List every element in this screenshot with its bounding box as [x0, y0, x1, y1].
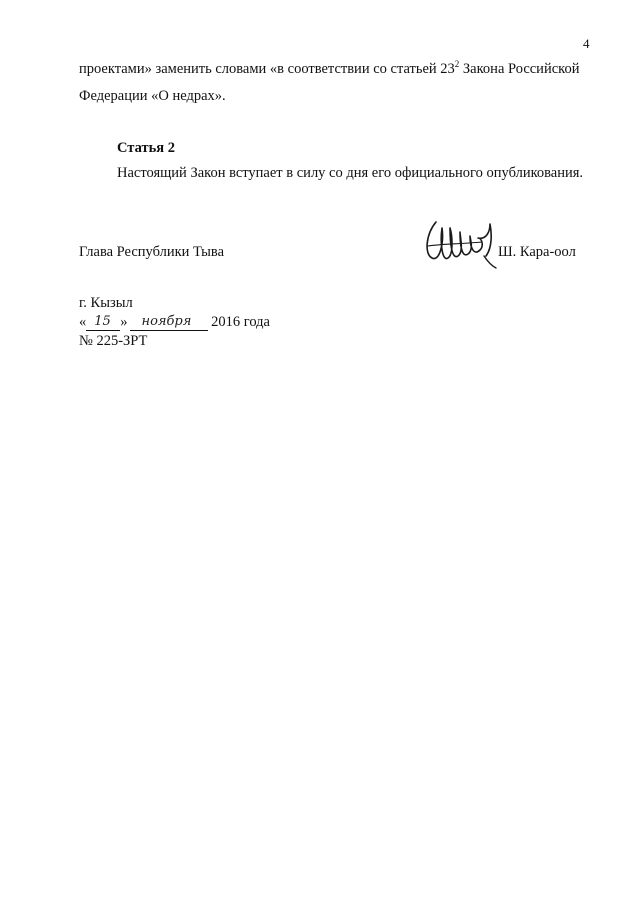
signatory-title: Глава Республики Тыва: [79, 244, 225, 260]
law-number: № 225-ЗРТ: [79, 333, 148, 349]
handwritten-day: 15: [94, 314, 111, 329]
year-text: 2016 года: [211, 314, 270, 330]
article-2-body: Настоящий Закон вступает в силу со дня его официального опубликования.: [117, 165, 584, 181]
article-2-heading: Статья 2: [117, 140, 175, 156]
day-blank: [86, 314, 120, 331]
intro-text-b: Закона Российской: [459, 61, 580, 77]
article-superscript: 2: [454, 59, 460, 70]
date-line: [79, 314, 270, 331]
intro-line-1: [79, 59, 580, 78]
place-of-signing: г. Кызыл: [79, 295, 133, 311]
handwritten-month: ноября: [141, 314, 192, 329]
intro-line-2: Федерации «О недрах».: [79, 88, 226, 104]
quote-close: »: [120, 314, 128, 330]
month-blank: [130, 314, 208, 331]
intro-text-a: проектами» заменить словами «в соответствии со статьей 23: [79, 61, 455, 77]
handwritten-signature: [420, 212, 500, 274]
quote-open: «: [79, 314, 87, 330]
page-number: 4: [583, 36, 590, 51]
signatory-name: Ш. Кара-оол: [498, 244, 576, 260]
